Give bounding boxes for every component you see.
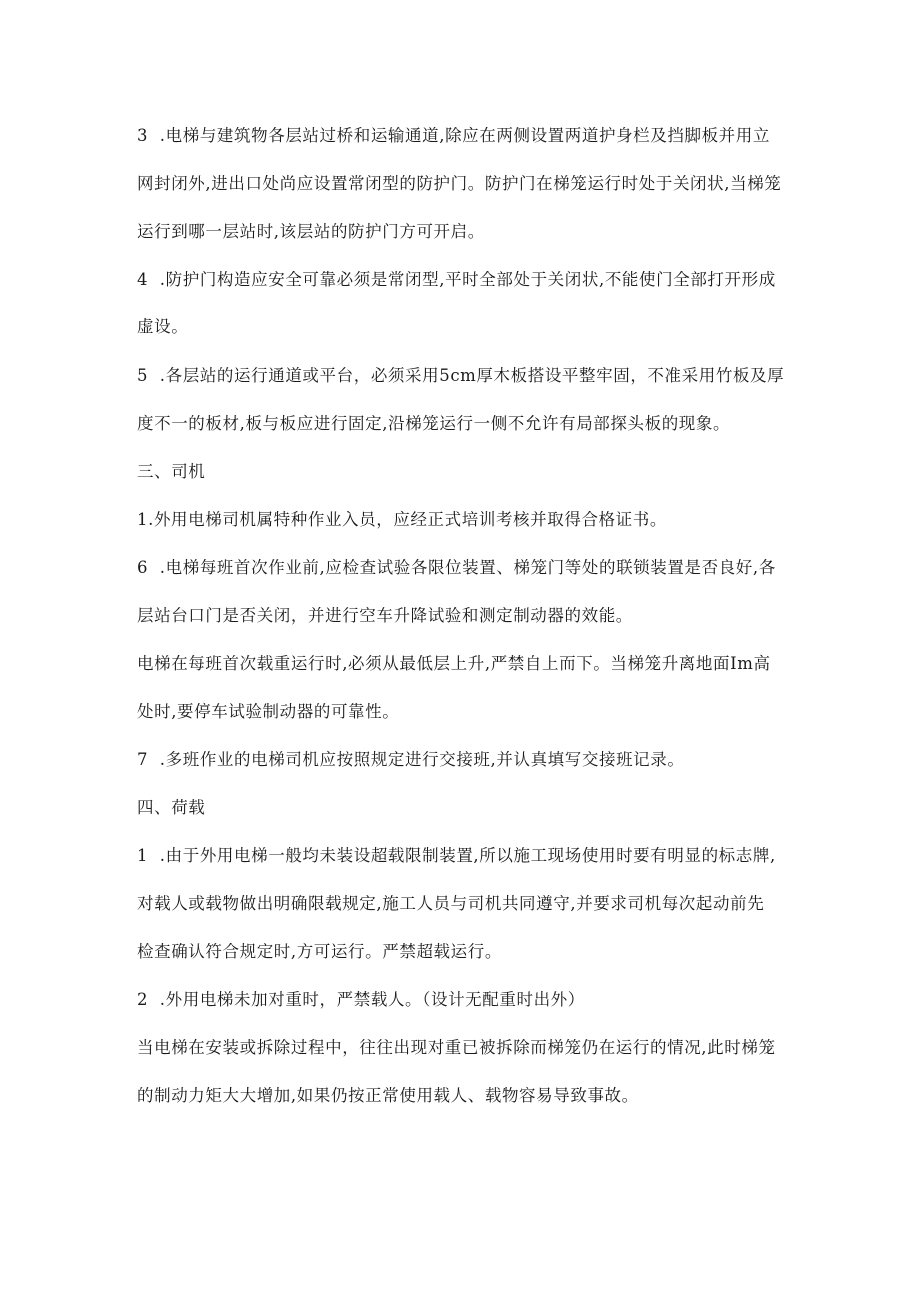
- paragraph-4-line-2: 虚设。: [137, 317, 189, 336]
- load-note-line-2: 的制动力矩大大增加,如果仍按正常使用载人、载物容易导致事故。: [137, 1086, 639, 1105]
- paragraph-4-line-1: 4 .防护门构造应安全可靠必须是常闭型,平时全部处于关闭状,不能使门全部打开形成: [137, 270, 776, 289]
- driver-note-line-2: 处时,要停车试验制动器的可靠性。: [137, 702, 400, 721]
- section-heading-driver: 三、司机: [137, 462, 206, 481]
- load-note-line-1: 当电梯在安装或拆除过程中，往往出现对重已被拆除而梯笼仍在运行的情况,此时梯笼: [137, 1038, 776, 1057]
- driver-item-6-line-1: 6 .电梯每班首次作业前,应检查试验各限位装置、梯笼门等处的联锁装置是否良好,各: [137, 558, 776, 577]
- driver-item-1: 1.外用电梯司机属特种作业入员，应经正式培训考核并取得合格证书。: [137, 510, 667, 529]
- paragraph-5-line-1: 5 .各层站的运行通道或平台，必须采用5cm厚木板搭设平整牢固，不准采用竹板及厚: [137, 366, 785, 385]
- section-heading-load: 四、荷载: [137, 798, 206, 817]
- driver-item-6-line-2: 层站台口门是否关闭，并进行空车升降试验和测定制动器的效能。: [137, 606, 633, 625]
- paragraph-5-line-2: 度不一的板材,板与板应进行固定,沿梯笼运行一侧不允许有局部探头板的现象。: [137, 414, 731, 433]
- load-item-2: 2 .外用电梯未加对重时，严禁载人。（设计无配重时出外）: [137, 990, 585, 1009]
- load-item-1-line-2: 对载人或载物做出明确限载规定,施工人员与司机共同遵守,并要求司机每次起动前先: [137, 894, 765, 913]
- driver-item-7: 7 .多班作业的电梯司机应按照规定进行交接班,并认真填写交接班记录。: [137, 750, 685, 769]
- load-item-1-line-3: 检查确认符合规定时,方可运行。严禁超载运行。: [137, 942, 502, 961]
- paragraph-3-line-1: 3 .电梯与建筑物各层站过桥和运输通道,除应在两侧设置两道护身栏及挡脚板并用立: [137, 126, 770, 145]
- load-item-1-line-1: 1 .由于外用电梯一般均未装设超载限制装置,所以施工现场使用时要有明显的标志牌,: [137, 846, 776, 865]
- driver-note-line-1: 电梯在每班首次载重运行时,必须从最低层上升,严禁自上而下。当梯笼升离地面Im高: [137, 654, 771, 673]
- paragraph-3-line-3: 运行到哪一层站时,该层站的防护门方可开启。: [137, 222, 485, 241]
- paragraph-3-line-2: 网封闭外,进出口处尚应设置常闭型的防护门。防护门在梯笼运行时处于关闭状,当梯笼: [137, 174, 782, 193]
